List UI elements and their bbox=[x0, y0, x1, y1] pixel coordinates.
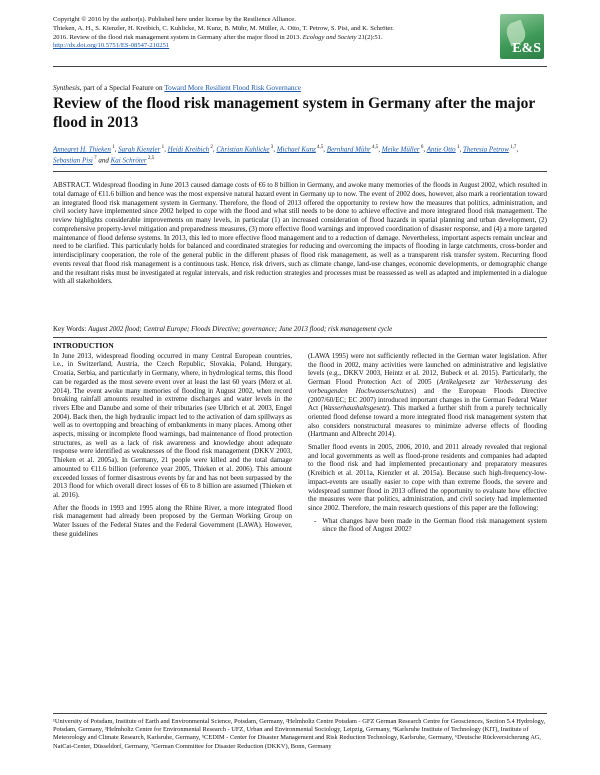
citation-details: 2016. Review of the flood risk management system in Germany after the major flood in 2013. Ecology and Society 21(2):51. bbox=[53, 33, 383, 41]
footnote-divider bbox=[53, 713, 547, 714]
body-column-left bbox=[53, 342, 292, 542]
abstract-label: ABSTRACT. bbox=[53, 181, 91, 189]
authors-divider bbox=[53, 171, 547, 172]
copyright-line: Copyright © 2016 by the author(s). Published here under license by the Resilience Alliance. bbox=[53, 16, 296, 23]
author-link[interactable]: Heidi Kreibich bbox=[167, 145, 210, 154]
article-title: Review of the flood risk management system in Germany after the major flood in 2013 bbox=[53, 95, 535, 131]
research-question-text: What changes have been made in the German flood risk management system since the flood of August 2002? bbox=[322, 516, 547, 534]
body-column-right bbox=[308, 352, 547, 534]
affiliation-marker: 4,5 bbox=[315, 145, 324, 150]
affiliation-marker: 3 bbox=[269, 145, 274, 150]
affiliation-marker: 1 bbox=[160, 145, 165, 150]
keywords-label: Key Words: bbox=[53, 325, 89, 333]
author-link[interactable]: Annegret H. Thieken bbox=[53, 145, 111, 154]
journal-logo bbox=[500, 14, 544, 59]
doi-link[interactable]: http://dx.doi.org/10.5751/ES-08547-210251 bbox=[53, 42, 170, 50]
keywords-divider bbox=[53, 337, 547, 338]
author-link[interactable]: Michael Kunz bbox=[276, 145, 316, 154]
special-feature-link[interactable]: Toward More Resilient Flood Risk Governance bbox=[164, 84, 301, 92]
paragraph: (LAWA 1995) were not sufficiently reflected in the German water legislation. After the flood in 2002, many activities were launched on administrative and legislative levels (e.g., DKKV 2003, Heintz et al. 2012, Bubeck et al. 2015). Particularly, the German Flood Protection Act of 2005 (Artikelgesetz zur Verbesserung des vorbeugenden Hochwasserschutzes) and the European Floods Directive (2007/60/EC; EC 2007) introduced important changes in the German Federal Water Act (Wasserhaushaltsgesetz). This marked a further shift from a purely technically oriented flood defense toward a more integrated flood risk management system that also considers nonstructural measures to minimize adverse effects of flooding (Hartmann and Albrecht 2014). bbox=[308, 352, 548, 439]
affiliation-marker: 2 bbox=[209, 145, 213, 150]
journal-name: Ecology and Society bbox=[302, 33, 357, 41]
header-divider bbox=[53, 66, 547, 67]
keywords bbox=[53, 325, 547, 333]
citation-authors: Thieken, A. H., S. Kienzler, H. Kreibich, C. Kuhlicke, M. Kunz, B. Mühr, M. Müller, A. Otto, T. Petrow, S. Pisi, and K. Schröter. bbox=[53, 24, 394, 32]
citation-header bbox=[53, 16, 493, 51]
author-link[interactable]: Antje Otto bbox=[426, 145, 456, 154]
research-question bbox=[308, 517, 547, 534]
affiliation-marker: 2,5 bbox=[146, 156, 155, 162]
keywords-value: August 2002 flood; Central Europe; Floods Directive; governance; June 2013 flood; risk management cycle bbox=[88, 325, 393, 333]
paragraph: Smaller flood events in 2005, 2006, 2010, and 2011 already revealed that regional and local governments as well as flood-prone residents and companies had adapted to the flood risk and had implemented precautionary and preparatory measures (Kreibich et al. 2011a, Kienzler et al. 2015a). Because such high-frequency-low-impact-events are usually easier to cope with than extreme floods, the severe and widespread summer flood in 2013 offered the opportunity to evaluate how effective the measures were that politics, administration, and civil society had implemented since 2002. Therefore, the main research questions of this paper are the following: bbox=[308, 443, 547, 512]
section-heading: INTRODUCTION bbox=[53, 341, 114, 350]
author-link[interactable]: Bernhard Mühr bbox=[326, 145, 371, 154]
paragraph: In June 2013, widespread flooding occurred in many Central European countries, i.e., in Switzerland, Austria, the Czech Republic, Slovakia, Poland, Hungary, Croatia, Serbia, and particularly in Germany, where, in hydrological terms, this flood can be regarded as the most severe event over at least the last 60 years (Merz et al. 2014). The event awoke many memories of flooding in August 2002, when record breaking rainfall amounts resulted in extreme discharges and water levels in the rivers Elbe and Danube and some of their tributaries (see Ulbrich et al. 2003, Engel 2004). Back then, the high hydraulic impact led to the activation of dam spillways as well as to overtopping and breaching of embankments in many places. Among other aspects, missing or incomplete flood warnings, bad maintenance of flood protection structures, as well as a lack of risk awareness and knowledge about adequate response were identified as weaknesses of the flood risk management (DKKV 2003, Thieken et al. 2005a). In Germany, 21 people were killed and the total damage amounted to €11.6 billion (reference year 2005, Thieken et al. 2006). This amount exceeded losses of former disastrous events by far and has not been surpassed by the 2013 flood for which overall direct losses of €6 to 8 billion are assumed (Thieken et al. 2016). bbox=[53, 351, 292, 499]
affiliation-marker: 1 bbox=[110, 145, 115, 150]
affiliation-marker: 7 bbox=[92, 156, 97, 162]
logo-text: E&S bbox=[512, 41, 541, 56]
author-link[interactable]: Sebastian Pisi bbox=[53, 156, 93, 165]
bullet-mark: - bbox=[314, 516, 317, 525]
author-link[interactable]: Christian Kuhlicke bbox=[216, 145, 270, 154]
author-link[interactable]: Sarah Kienzler bbox=[118, 145, 161, 154]
abstract bbox=[53, 181, 547, 286]
affiliation-marker: 1 bbox=[455, 145, 460, 150]
affiliation-marker: 1,7 bbox=[508, 145, 517, 150]
author-list: Annegret H. Thieken $^1$, Sarah Kienzler $^1$, Heidi Kreibich $^2$, Christian Kuhlicke $^3$, Michael Kunz $^{4,5}$, Bernhard Mühr $^{4,5}$, Meike Müller $^6$, Antje Otto $^1$, Theresia Petrow $^{1,7}$, Sebastian Pisi $^7$ and Kai Schröter $^{2,5}$ bbox=[53, 145, 519, 165]
paragraph: After the floods in 1993 and 1995 along the Rhine River, a more integrated flood risk management had already been proposed by the German Working Group on Water Issues of the Federal States and the Federal Government (LAWA). However, these guidelines bbox=[53, 503, 292, 538]
author-link[interactable]: Meike Müller bbox=[381, 145, 420, 154]
affiliation-marker: 4,5 bbox=[370, 145, 379, 150]
special-feature-line: Synthesis, part of a Special Feature on Toward More Resilient Flood Risk Governance bbox=[53, 84, 301, 92]
affiliations-footnote: ¹University of Potsdam, Institute of Earth and Environmental Science, Potsdam, Germany, ²Helmholtz Centre Potsdam - GFZ German Research Centre for Geosciences, Section 5.4 Hydrology, Potsdam, Germany, ³Helmholtz Centre for Environmental Research - UFZ, Urban and Environmental Sociology, Leipzig, Germany, ⁴Karlsruhe Institute of Technology (KIT), Institute of Meteorology and Climate Research, Karlsruhe, Germany, ⁵CEDIM - Center for Disaster Management and Risk Reduction Technology, Karlsruhe, Germany, ⁶Deutsche Rückversicherung AG, NatCat-Center, Düsseldorf, Germany, ⁷German Committee for Disaster Reduction (DKKV), Bonn, Germany bbox=[53, 718, 546, 750]
affiliation-marker: 6 bbox=[419, 145, 424, 150]
author-link[interactable]: Theresia Petrow bbox=[462, 145, 509, 154]
abstract-text: Widespread flooding in June 2013 caused damage costs of €6 to 8 billion in Germany, and awoke many memories of the floods in August 2002, which resulted in total damage of €11.6 billion and hence was the most expensive natural hazard event in Germany up to now. The event of 2002 does, however, also mark a reorientation toward an integrated flood risk management system in Germany. Therefore, the flood of 2013 offered the opportunity to review how the measures that politics, administration, and civil society have implemented since 2002 helped to cope with the flood and what still needs to be done to achieve effective and more integrated flood risk management. The review highlights considerable improvements on many levels, in particular (1) an increased consideration of flood hazards in spatial planning and urban development, (2) comprehensive property-level mitigation and preparedness measures, (3) more effective flood warnings and improved coordination of disaster response, and (4) a more targeted maintenance of flood defense systems. In 2013, this led to more effective flood management and to a reduction of damage. Nevertheless, important aspects remain unclear and need to be clarified. This particularly holds for balanced and coordinated strategies for reducing and overcoming the impacts of flooding in large catchments, cross-border and interdisciplinary cooperation, the role of the general public in the different phases of flood risk management, as well as a transparent risk transfer system. Recurring flood events reveal that flood risk management is a continuous task. Hence, risk drivers, such as climate change, land-use changes, economic developments, or demographic change and the resultant risks must be investigated at regular intervals, and risk reduction strategies and processes must be reassessed as well as adapted and implemented in a dialogue with all stakeholders. bbox=[53, 181, 547, 286]
author-link[interactable]: Kai Schröter bbox=[110, 156, 147, 165]
